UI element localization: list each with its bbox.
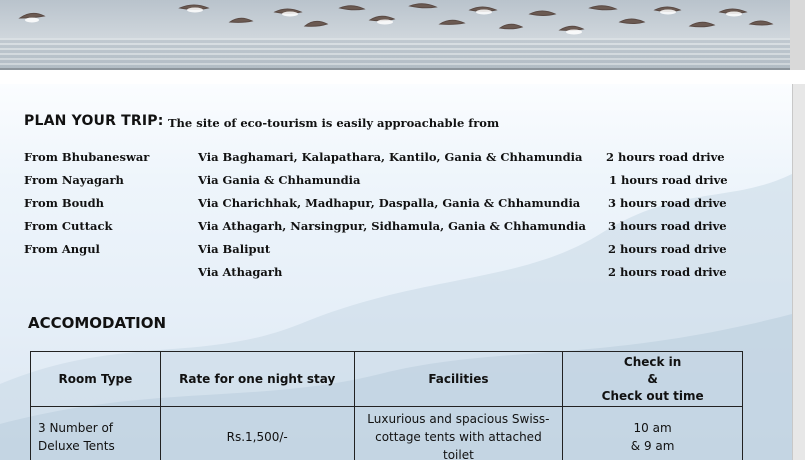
route-via: Via Charichhak, Madhapur, Daspalla, Gania & Chhamundia [198, 196, 581, 210]
page-edge-scrollbar[interactable] [792, 84, 805, 460]
cell-facilities [354, 407, 563, 460]
header-facilities: Facilities [354, 352, 563, 407]
route-time: 3 hours road drive [608, 196, 727, 210]
route-via: Via Baghamari, Kalapathara, Kantilo, Gania & Chhamundia [198, 150, 583, 164]
accommodation-table [30, 351, 743, 460]
header-check-times [563, 352, 743, 407]
route-via: Via Athagarh [198, 265, 283, 279]
facilities-line: toilet [443, 447, 474, 460]
route-from: From Bhubaneswar [24, 150, 150, 164]
facilities-line: Luxurious and spacious Swiss- [367, 411, 550, 426]
route-time: 2 hours road drive [608, 265, 727, 279]
check-time-line: & 9 am [630, 438, 675, 453]
plan-trip-heading: PLAN YOUR TRIP: [24, 113, 164, 129]
accommodation-heading: ACCOMODATION [28, 314, 167, 332]
flying-birds-image [0, 0, 790, 70]
header-room-type: Room Type [31, 352, 161, 407]
room-type-line: Deluxe Tents [38, 438, 115, 453]
route-time: 3 hours road drive [608, 219, 727, 233]
header-rate: Rate for one night stay [160, 352, 354, 407]
route-from: From Cuttack [24, 219, 113, 233]
brochure-panel [0, 84, 792, 460]
banner-photo [0, 0, 790, 70]
header-check-line: Check out time [601, 388, 704, 403]
room-type-line: 3 Number of [38, 420, 114, 435]
facilities-line: cottage tents with attached [375, 429, 542, 444]
cell-check-times [563, 407, 743, 460]
page-gap [0, 70, 805, 84]
route-time: 2 hours road drive [606, 150, 725, 164]
route-via: Via Athagarh, Narsingpur, Sidhamula, Gania & Chhamundia [198, 219, 587, 233]
header-check-line: & [647, 371, 658, 386]
route-via: Via Baliput [198, 242, 271, 256]
table-row [31, 407, 743, 460]
cell-room-type [31, 407, 161, 460]
plan-trip-subheading: The site of eco-tourism is easily approachable from [168, 116, 500, 130]
check-time-line: 10 am [633, 420, 672, 435]
route-from: From Angul [24, 242, 100, 256]
route-via: Via Gania & Chhamundia [198, 173, 361, 187]
table-header-row [31, 352, 743, 407]
route-time: 1 hours road drive [609, 173, 728, 187]
route-time: 2 hours road drive [608, 242, 727, 256]
route-from: From Nayagarh [24, 173, 124, 187]
header-check-line: Check in [623, 354, 682, 369]
cell-rate: Rs.1,500/- [160, 407, 354, 460]
route-from: From Boudh [24, 196, 105, 210]
